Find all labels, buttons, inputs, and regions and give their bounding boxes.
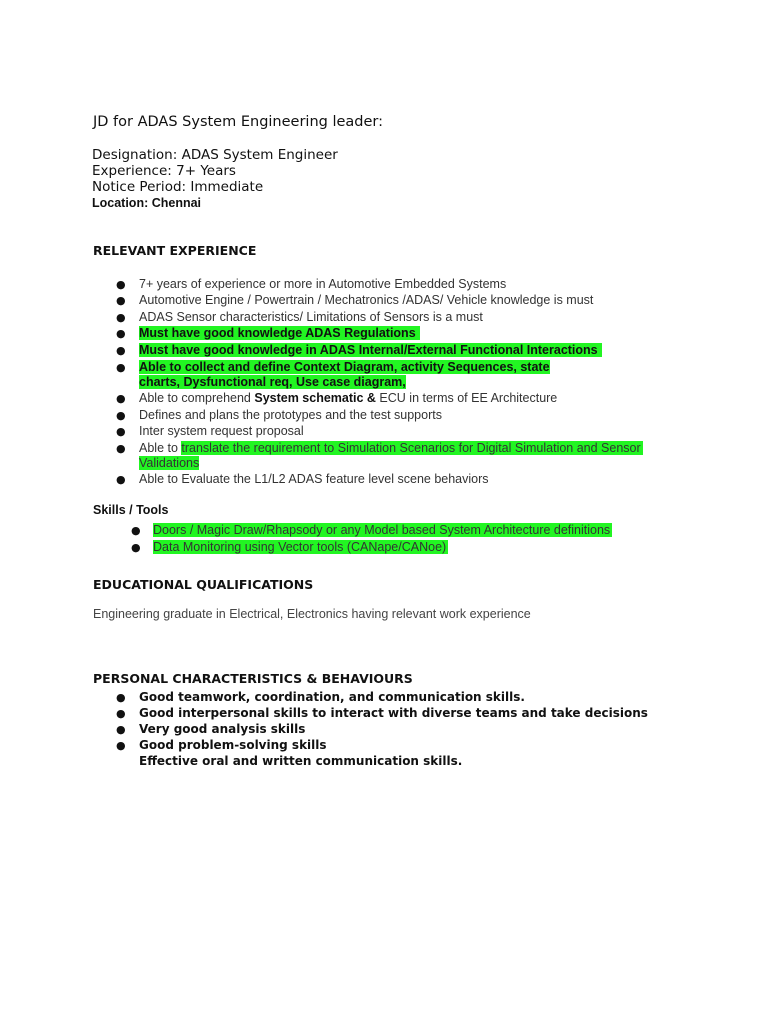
list-item: Good interpersonal skills to interact with diverse teams and take decisions [139, 706, 648, 720]
list-item [139, 391, 557, 405]
bullet-icon: ● [116, 425, 126, 438]
notice-period-line: Notice Period: Immediate [92, 179, 264, 195]
skill-item: Doors / Magic Draw/Rhapsody or any Model based System Architecture definitions [153, 523, 611, 537]
bullet-icon: ● [116, 723, 126, 736]
list-item-highlighted-text: translate the requirement to Simulation Scenarios for Digital Simulation and Sensor [181, 441, 641, 455]
list-item-highlighted: Must have good knowledge in ADAS Internal/External Functional Interactions [139, 343, 602, 357]
experience-line: Experience: 7+ Years [92, 163, 236, 179]
list-item-highlighted: Must have good knowledge ADAS Regulations [139, 326, 420, 340]
personal-characteristics-heading: PERSONAL CHARACTERISTICS & BEHAVIOURS [93, 671, 413, 686]
list-item: ADAS Sensor characteristics/ Limitations of Sensors is a must [139, 310, 483, 324]
bullet-icon: ● [116, 707, 126, 720]
bullet-icon: ● [116, 327, 126, 340]
designation-line: Designation: ADAS System Engineer [92, 147, 338, 163]
list-item: Automotive Engine / Powertrain / Mechatronics /ADAS/ Vehicle knowledge is must [139, 293, 594, 307]
skill-item: Data Monitoring using Vector tools (CANape/CANoe) [153, 540, 447, 554]
list-item-highlighted-line2: Validations [139, 456, 200, 470]
list-item-text: ECU in terms of EE Architecture [379, 391, 558, 405]
location-line: Location: Chennai [92, 196, 202, 210]
bullet-icon: ● [131, 541, 141, 554]
list-item: 7+ years of experience or more in Automotive Embedded Systems [139, 277, 507, 291]
list-item: Good problem-solving skills [139, 738, 327, 752]
list-item-highlighted-line1: Able to collect and define Context Diagram, activity Sequences, state [139, 360, 550, 374]
list-item: Inter system request proposal [139, 424, 304, 438]
list-item [139, 441, 643, 455]
bullet-icon: ● [116, 473, 126, 486]
list-item-text: Able to [139, 441, 182, 455]
bullet-icon: ● [116, 442, 126, 455]
list-item: Good teamwork, coordination, and communication skills. [139, 690, 525, 704]
bullet-icon: ● [116, 344, 126, 357]
list-item-continuation: Effective oral and written communication skills. [139, 754, 463, 768]
list-item: Defines and plans the prototypes and the test supports [139, 408, 442, 422]
list-item: Able to Evaluate the L1/L2 ADAS feature level scene behaviors [139, 472, 489, 486]
list-item: Very good analysis skills [139, 722, 306, 736]
bullet-icon: ● [116, 392, 126, 405]
document-title: JD for ADAS System Engineering leader: [93, 114, 383, 130]
bullet-icon: ● [116, 294, 126, 307]
list-item-highlighted-line2: charts, Dysfunctional req, Use case diagram, [139, 375, 406, 389]
education-heading: EDUCATIONAL QUALIFICATIONS [93, 577, 314, 592]
bullet-icon: ● [116, 311, 126, 324]
bullet-icon: ● [116, 739, 126, 752]
education-text: Engineering graduate in Electrical, Electronics having relevant work experience [93, 607, 531, 621]
list-item-bold-text: System schematic & [254, 391, 380, 405]
list-item-text: Able to comprehend [139, 391, 255, 405]
bullet-icon: ● [131, 524, 141, 537]
bullet-icon: ● [116, 409, 126, 422]
bullet-icon: ● [116, 278, 126, 291]
skills-heading: Skills / Tools [93, 503, 169, 517]
bullet-icon: ● [116, 691, 126, 704]
relevant-experience-heading: RELEVANT EXPERIENCE [93, 243, 257, 258]
bullet-icon: ● [116, 361, 126, 374]
